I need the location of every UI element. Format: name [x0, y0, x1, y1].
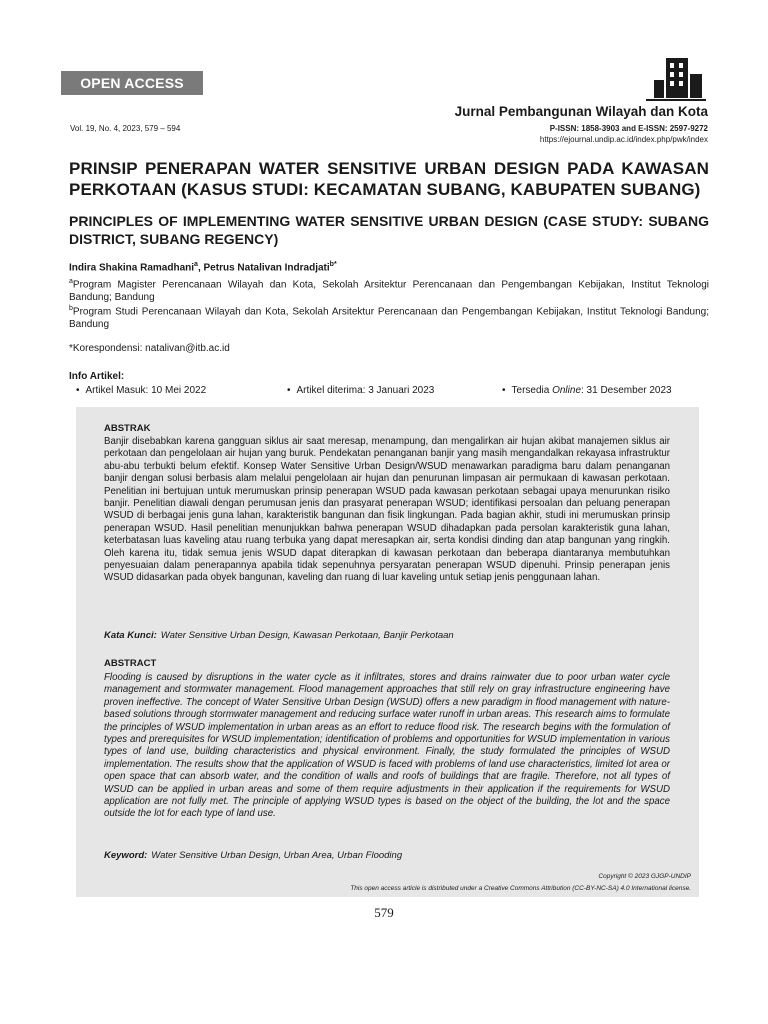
available-date: : 31 Desember 2023 [581, 385, 672, 396]
kata-kunci-label: Kata Kunci: [104, 630, 157, 641]
abstract-heading: ABSTRACT [104, 658, 157, 669]
issn: P-ISSN: 1858-3903 and E-ISSN: 2597-9272 [549, 124, 708, 133]
article-accepted: • Artikel diterima: 3 Januari 2023 [287, 385, 434, 396]
affiliation-b [69, 302, 709, 331]
affiliation-a-sup: a [69, 278, 73, 285]
keyword [104, 850, 402, 861]
affiliation-a [69, 275, 709, 304]
license: This open access article is distributed under a Creative Commons Attribution (CC-BY-NC-SA) 4.0 International license. [350, 885, 691, 892]
correspondence: *Korespondensi: natalivan@itb.ac.id [69, 343, 230, 354]
abstrak-text: Banjir disebabkan karena gangguan siklus air saat meresap, menampung, dan mengalirkan air hujan akibat manajemen siklus air perkotaan dan pengelolaan air hujan yang buruk. Pendekatan penanganan banjir yang masih mengandalkan rekayasa infrastruktur abu-abu terbukti belum efektif. Konsep Water Sensitive Urban Design/WSUD menawarkan paradigma baru dalam penanganan banjir dengan solusi berbasis alam melalui pengelolaan air hujan dan penurunan limpasan air permukaan di kawasan perkotaan. Penelitian ini bertujuan untuk merumuskan prinsip penerapan WSUD pada kawasan perkotaan sebagai upaya menurunkan risiko banjir. Penelitian diawali dengan perumusan jenis dan prasyarat penerapan WSUD; identifikasi persoalan dan peluang penerapan WSUD di berbagai jenis guna lahan, karakteristik bangunan dan fisik lingkungan. Pada bagian akhir, studi ini merumuskan prinsip penerapan WSUD. Hasil penelitian menunjukkan bahwa penerapan WSUD dihadapkan pada persolan karakteristik guna lahan, keterbatasan luas kaveling atau ruang terbuka yang dapat meresapkan air, serta kondisi dinding dan atap bangunan yang ringkih. Oleh karena itu, tidak semua jenis WSUD dapat diterapkan di kawasan perkotaan dan beberapa diantaranya membutuhkan penyesuaian dalam penerapannya apabila tidak sepenuhnya persyaratan penerapan WSUD dipenuhi. Prinsip penerapan jenis WSUD didasarkan pada obyek bangunan, kaveling dan ruang di luar kaveling untuk setiap jenis penggunaan lahan. [104, 436, 670, 584]
affiliation-b-text: Program Studi Perencanaan Wilayah dan Kota, Sekolah Arsitektur Perencanaan dan Pengembangan Kebijakan, Institut Teknologi Bandung; Bandung [69, 306, 709, 331]
author-2-sup: b* [329, 261, 337, 268]
affiliation-a-text: Program Magister Perencanaan Wilayah dan Kota, Sekolah Arsitektur Perencanaan dan Pengembangan Kebijakan, Institut Teknologi Bandung; Bandung [69, 279, 709, 304]
page-number: 579 [374, 905, 394, 920]
article-info-label: Info Artikel: [69, 371, 125, 382]
abstract-text: Flooding is caused by disruptions in the water cycle as it infiltrates, stores and drains rainwater due to poor urban water cycle management and stormwater management. Flood management approaches that still rely on gray infrastructure engineering have proven ineffective. The concept of Water Sensitive Urban Design (WSUD) offers a new paradigm in flood management with nature-based solutions through stormwater management and reducing surface water runoff in urban areas. This research aims to formulate the principles of WSUD implementation in urban areas as an effort to reduce flood risk. The research begins with the formulation of types and prerequisites for WSUD implementation; identification of problems and opportunities for WSUD implementation in various types of land use, building characteristics and physical environment. Finally, the study formulated the principles of WSUD implementation. The results show that the application of WSUD is faced with problems of land use characteristics, limited lot area or open space that can absorb water, and the condition of walls and roofs of buildings that are fragile. Therefore, not all types of WSUD can be applied in urban areas and some of them require adjustments in their application if the requirements for WSUD application are not fully met. The principle of applying WSUD types is based on the object of the building, the lot and the space outside the lot for each type of land use. [104, 672, 670, 820]
keyword-text: Water Sensitive Urban Design, Urban Area, Urban Flooding [151, 850, 403, 861]
available-online: Online [552, 385, 581, 396]
open-access-badge: OPEN ACCESS [61, 71, 203, 95]
journal-name: Jurnal Pembangunan Wilayah dan Kota [454, 104, 708, 119]
article-received: • Artikel Masuk: 10 Mei 2022 [76, 385, 206, 396]
abstrak-heading: ABSTRAK [104, 423, 151, 434]
available-prefix: Tersedia [511, 385, 553, 396]
author-sep: , [197, 262, 204, 274]
authors [69, 261, 337, 273]
kata-kunci-text: Water Sensitive Urban Design, Kawasan Perkotaan, Banjir Perkotaan [160, 630, 454, 641]
affiliation-b-sup: b [69, 305, 73, 312]
keyword-label: Keyword: [104, 850, 148, 861]
author-1: Indira Shakina Ramadhani [69, 262, 195, 274]
title-indonesian: PRINSIP PENERAPAN WATER SENSITIVE URBAN DESIGN PADA KAWASAN PERKOTAAN (KASUS STUDI: KECAMATAN SUBANG, KABUPATEN SUBANG) [69, 159, 709, 199]
author-2: Petrus Natalivan Indradjati [203, 262, 330, 274]
volume-info: Vol. 19, No. 4, 2023, 579 – 594 [70, 124, 181, 133]
title-english: PRINCIPLES OF IMPLEMENTING WATER SENSITIVE URBAN DESIGN (CASE STUDY: SUBANG DISTRICT, SUBANG REGENCY) [69, 213, 709, 247]
copyright: Copyright © 2023 GJGP-UNDIP [598, 873, 691, 880]
journal-logo-icon [646, 56, 706, 102]
author-1-sup: a [194, 261, 198, 268]
article-available [502, 385, 672, 396]
kata-kunci [104, 630, 454, 641]
journal-url[interactable]: https://ejournal.undip.ac.id/index.php/pwk/index [539, 135, 708, 144]
